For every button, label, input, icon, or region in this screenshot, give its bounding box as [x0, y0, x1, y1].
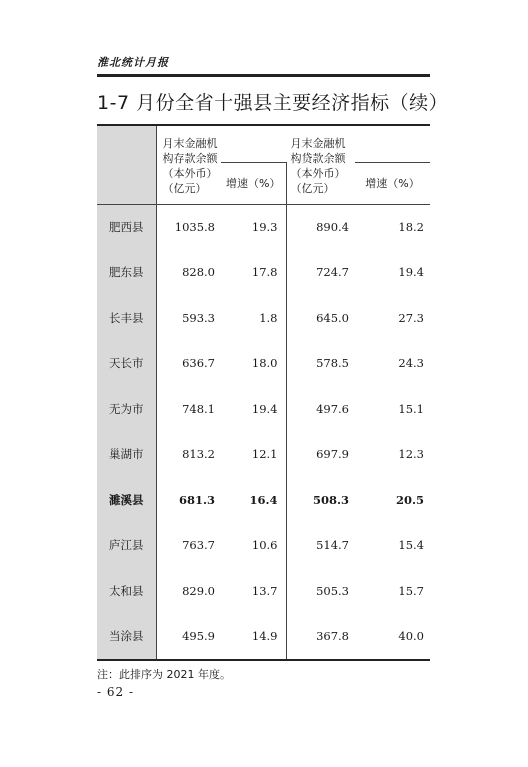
- deposit-value: 828.0: [182, 265, 215, 280]
- loan-rate-value: 24.3: [398, 356, 424, 371]
- loan-rate-value: 15.1: [398, 401, 424, 416]
- loan-rate-value: 40.0: [398, 629, 424, 644]
- county-name: 无为市: [97, 386, 156, 432]
- deposit-rate-value: 14.9: [221, 614, 286, 660]
- loan-value: 497.6: [316, 401, 349, 416]
- table-row: [97, 432, 430, 478]
- deposit-rate-value: 17.8: [221, 250, 286, 296]
- deposit-rate-value: 19.4: [221, 386, 286, 432]
- loan-balance-header: 月末金融机构贷款余额（本外币）（亿元）: [290, 136, 346, 195]
- header-corner-cell: [97, 126, 156, 204]
- loan-rate-value: 15.4: [398, 538, 424, 553]
- table-row-highlighted: [97, 477, 430, 523]
- publication-title: 淮北统计月报: [97, 56, 169, 69]
- loan-rate-value: 27.3: [398, 310, 424, 325]
- deposit-value: 748.1: [182, 401, 215, 416]
- table-row: [97, 204, 430, 250]
- loan-value: 890.4: [286, 204, 355, 250]
- loan-value: 514.7: [316, 538, 349, 553]
- table-row: [97, 341, 430, 387]
- county-name: 肥西县: [97, 204, 156, 250]
- loan-value: 724.7: [316, 265, 349, 280]
- deposit-value: 593.3: [182, 310, 215, 325]
- loan-value: 367.8: [316, 629, 349, 644]
- loan-value: 508.3: [312, 492, 349, 507]
- deposit-rate-value: 1.8: [221, 295, 286, 341]
- deposit-value: 681.3: [178, 492, 215, 507]
- table-row: [97, 523, 430, 569]
- county-name: 长丰县: [97, 295, 156, 341]
- deposit-rate-value: 16.4: [221, 477, 286, 523]
- deposit-rate-value: 18.0: [221, 341, 286, 387]
- table-row: [97, 295, 430, 341]
- deposit-balance-header: 月末金融机构存款余额（本外币）（亿元）: [162, 136, 218, 195]
- indicator-table: [97, 124, 430, 661]
- loan-value: 505.3: [316, 583, 349, 598]
- county-name: 濉溪县: [97, 477, 156, 523]
- deposit-rate-value: 13.7: [221, 568, 286, 614]
- loan-value: 697.9: [316, 447, 349, 462]
- table-row: [97, 614, 430, 660]
- table-row: [97, 386, 430, 432]
- table-row: [97, 250, 430, 296]
- page-title: 1-7 月份全省十强县主要经济指标（续）: [97, 92, 449, 114]
- county-name: 当涂县: [97, 614, 156, 660]
- deposit-value: 763.7: [182, 538, 215, 553]
- deposit-rate-value: 19.3: [221, 204, 286, 250]
- loan-header-blank: [355, 126, 430, 162]
- county-name: 太和县: [97, 568, 156, 614]
- loan-rate-value: 20.5: [395, 492, 424, 507]
- county-name: 肥东县: [97, 250, 156, 296]
- loan-value: 578.5: [316, 356, 349, 371]
- deposit-value: 636.7: [182, 356, 215, 371]
- county-name: 巢湖市: [97, 432, 156, 478]
- page-number: - 62 -: [97, 685, 135, 699]
- table-row: [97, 568, 430, 614]
- loan-rate-value: 15.7: [398, 583, 424, 598]
- loan-rate-value: 18.2: [355, 204, 430, 250]
- deposit-rate-value: 10.6: [221, 523, 286, 569]
- deposit-header-blank: [221, 126, 286, 162]
- deposit-value: 1035.8: [156, 204, 221, 250]
- county-name: 天长市: [97, 341, 156, 387]
- loan-rate-value: 19.4: [398, 265, 424, 280]
- county-name: 庐江县: [97, 523, 156, 569]
- table-bottom-rule: [97, 659, 430, 661]
- deposit-rate-header: 增速（%）: [221, 162, 286, 204]
- deposit-value: 813.2: [182, 447, 215, 462]
- loan-rate-value: 12.3: [398, 447, 424, 462]
- deposit-rate-value: 12.1: [221, 432, 286, 478]
- deposit-value: 829.0: [182, 583, 215, 598]
- header-rule: [97, 74, 430, 77]
- deposit-value: 495.9: [182, 629, 215, 644]
- loan-rate-header: 增速（%）: [365, 177, 420, 190]
- loan-value: 645.0: [316, 310, 349, 325]
- footnote: 注：此排序为 2021 年度。: [97, 668, 231, 681]
